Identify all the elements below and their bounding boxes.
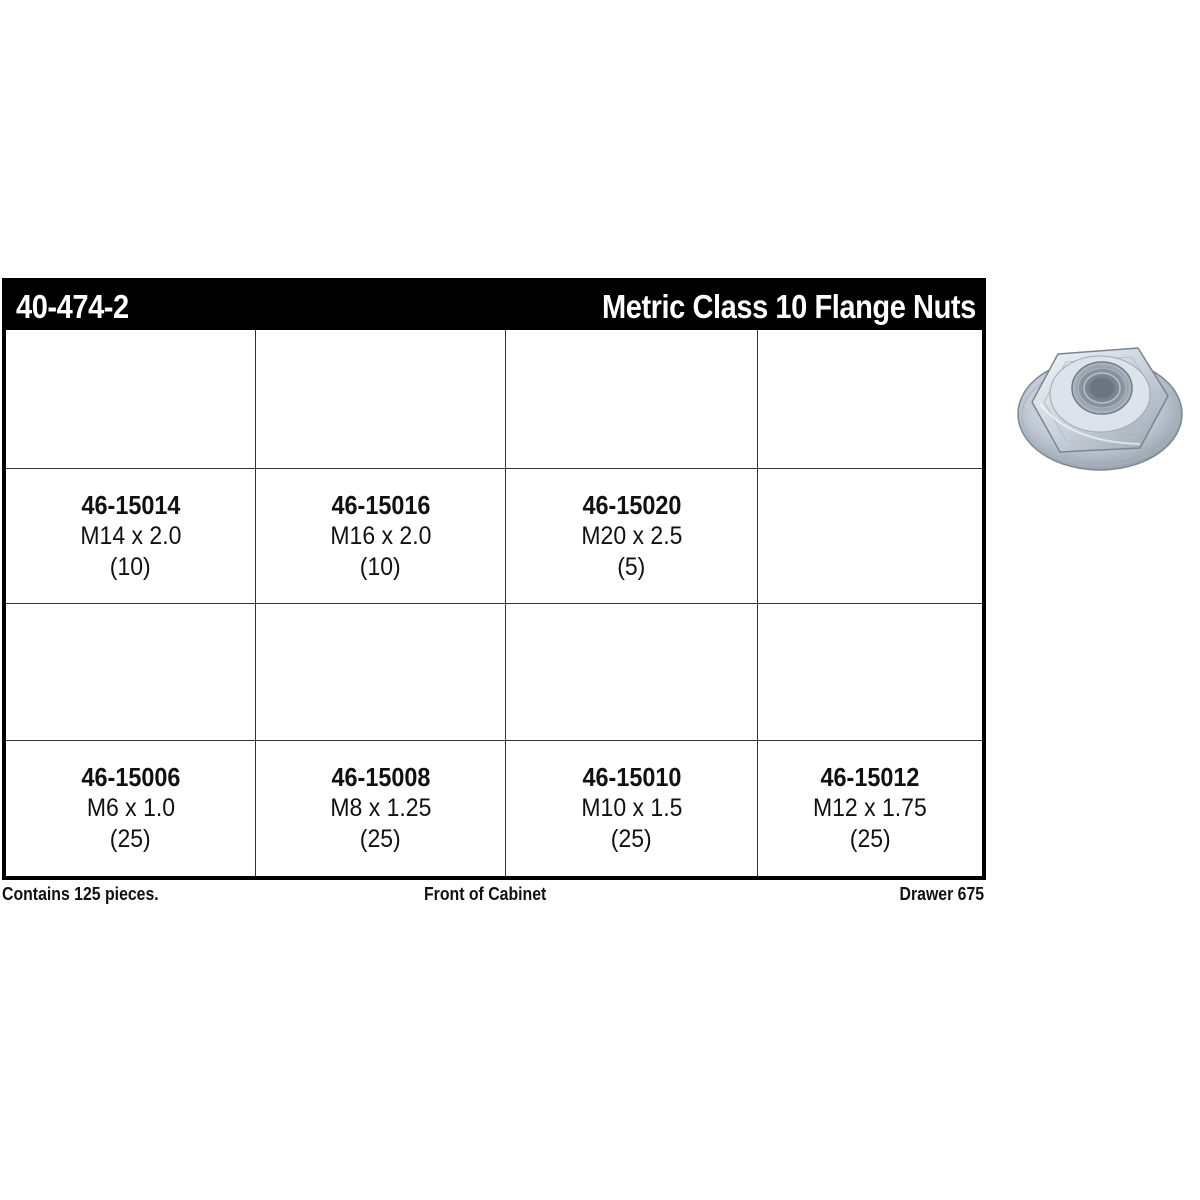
part-number: 46-15008 <box>331 762 430 792</box>
compartment-cell <box>506 741 758 876</box>
part-number: 46-15014 <box>81 489 180 520</box>
cabinet-front-label: Front of Cabinet <box>424 884 547 904</box>
compartment-cell <box>506 604 758 741</box>
compartment-cell <box>6 330 256 469</box>
flange-nut-icon <box>1010 326 1190 476</box>
quantity: (10) <box>110 552 151 581</box>
drawer-chart <box>2 278 986 882</box>
compartment-cell <box>506 469 758 604</box>
piece-count-note: Contains 125 pieces. <box>2 884 159 904</box>
quantity: (25) <box>611 825 652 853</box>
kit-title: Metric Class 10 Flange Nuts <box>602 288 976 325</box>
quantity: (25) <box>360 825 401 853</box>
thread-size: M16 x 2.0 <box>330 521 431 550</box>
thread-size: M12 x 1.75 <box>813 794 927 822</box>
part-number: 46-15012 <box>820 762 920 792</box>
part-number: 46-15016 <box>331 489 430 520</box>
compartment-cell <box>758 604 982 741</box>
compartment-cell <box>256 604 506 741</box>
kit-number: 40-474-2 <box>16 288 129 325</box>
quantity: (10) <box>360 552 401 581</box>
part-number: 46-15006 <box>81 762 180 792</box>
thread-size: M20 x 2.5 <box>581 521 682 550</box>
thread-size: M6 x 1.0 <box>86 794 175 822</box>
compartment-cell <box>758 330 982 469</box>
compartment-cell <box>256 741 506 876</box>
quantity: (25) <box>849 825 891 853</box>
part-number: 46-15020 <box>582 489 681 520</box>
thread-size: M10 x 1.5 <box>581 794 682 822</box>
thread-size: M14 x 2.0 <box>80 521 181 550</box>
drawer-number: Drawer 675 <box>899 884 984 904</box>
quantity: (25) <box>110 825 151 853</box>
chart-frame <box>2 278 986 880</box>
compartment-cell <box>758 741 982 876</box>
compartment-cell <box>6 604 256 741</box>
part-number: 46-15010 <box>582 762 681 792</box>
compartment-cell <box>256 469 506 604</box>
compartment-cell <box>506 330 758 469</box>
compartment-cell <box>6 741 256 876</box>
thread-size: M8 x 1.25 <box>330 794 431 822</box>
compartment-grid <box>6 330 982 876</box>
compartment-cell <box>256 330 506 469</box>
title-bar <box>6 282 982 330</box>
compartment-cell <box>6 469 256 604</box>
quantity: (5) <box>617 552 646 581</box>
flange-nut-drawing <box>1010 326 1190 476</box>
compartment-cell <box>758 469 982 604</box>
